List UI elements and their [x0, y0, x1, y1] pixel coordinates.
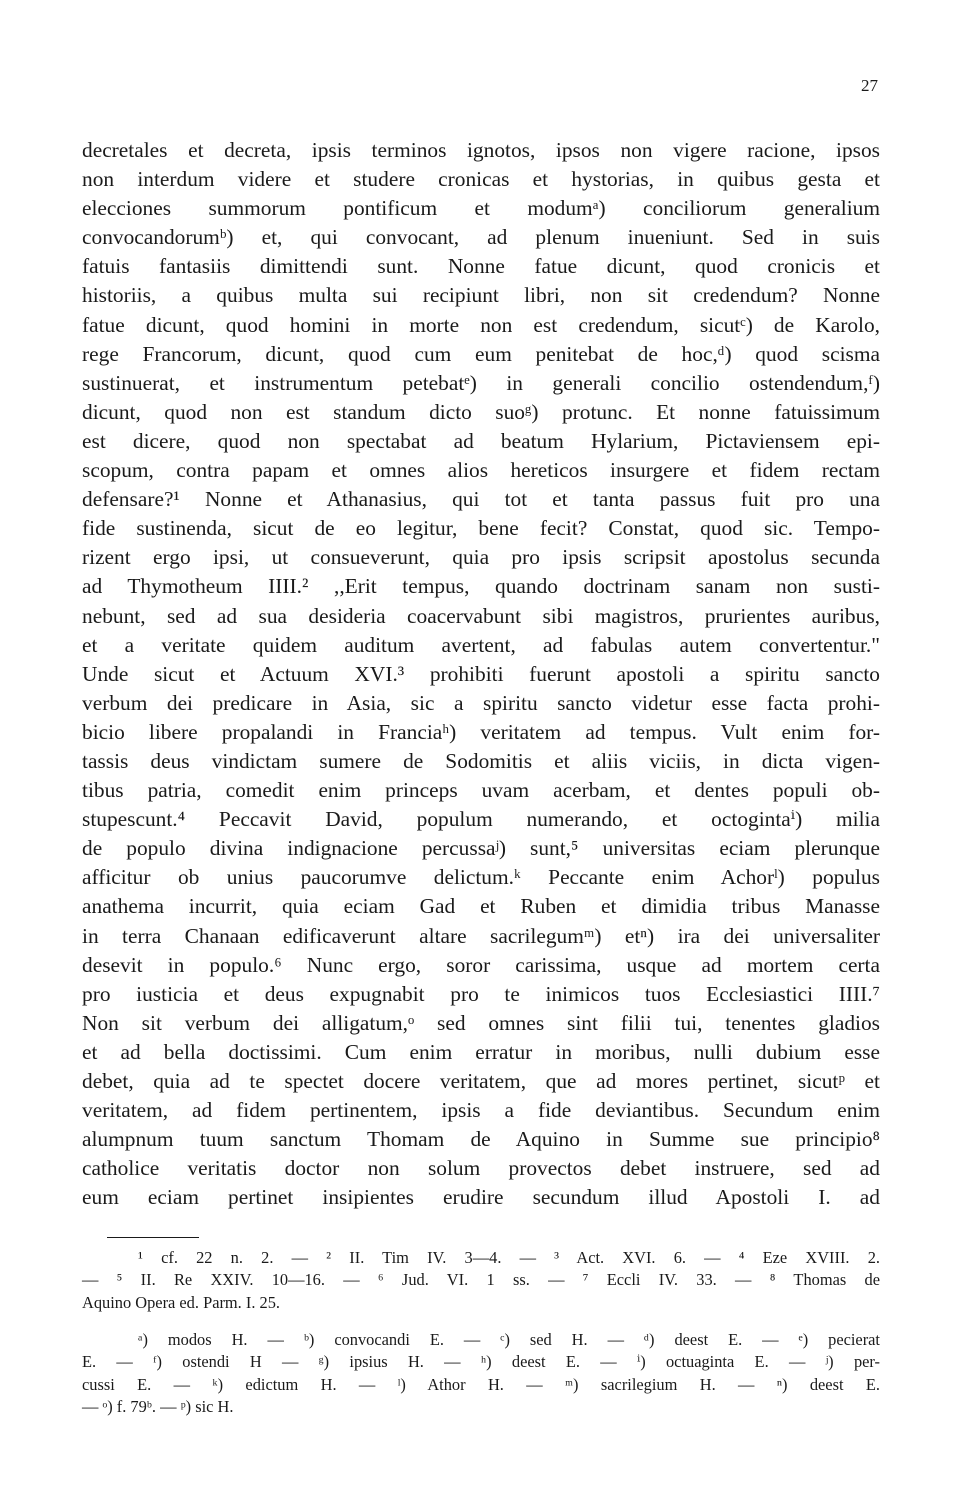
text-line: sustinuerat, et instrumentum petebatᵉ) in generali concilio ostendendum,ᶠ): [82, 370, 880, 395]
footnote-line: ¹ cf. 22 n. 2. — ² II. Tim IV. 3—4. — ³ Act. XVI. 6. — ⁴ Eze XVIII. 2.: [138, 1248, 880, 1267]
text-line: nebunt, sed ad sua desideria coacervabunt sibi magistros, prurientes auribus,: [82, 603, 880, 628]
text-line: catholice veritatis doctor non solum provectos debet instruere, sed ad: [82, 1156, 880, 1181]
text-line: fide sustinenda, sicut de eo legitur, bene fecit? Constat, quod sic. Tempo-: [82, 516, 880, 541]
text-line: stupescunt.⁴ Peccavit David, populum numerando, et octogintaⁱ) milia: [82, 807, 880, 832]
text-line: decretales et decreta, ipsis terminos ignotos, ipsos non vigere racione, ipsos: [82, 138, 880, 162]
text-line: et ad bella doctissimi. Cum enim erratur in moribus, nulli dubium esse: [82, 1039, 880, 1064]
footnote-line: — ⁵ II. Re XXIV. 10—16. — ⁶ Jud. VI. 1 ss. — ⁷ Eccli IV. 33. — ⁸ Thomas de: [82, 1270, 880, 1290]
text-line: desevit in populo.⁶ Nunc ergo, soror carissima, usque ad mortem certa: [82, 952, 880, 977]
footnote-divider: [107, 1237, 199, 1238]
text-line: in terra Chanaan edificaverunt altare sacrilegumᵐ) etⁿ) ira dei universaliter: [82, 923, 880, 948]
footnote-line: cussi E. — ᵏ) edictum H. — ˡ) Athor H. — ᵐ) sacrilegium H. — ⁿ) deest E.: [82, 1374, 880, 1394]
text-line: afficitur ob unius paucorumve delictum.ᵏ Peccante enim Achorˡ) populus: [82, 865, 880, 890]
text-line: convocandorumᵇ) et, qui convocant, ad plenum inueniunt. Sed in suis: [82, 225, 880, 250]
page-number: 27: [861, 76, 878, 95]
text-line: veritatem, ad fidem pertinentem, ipsis a fide deviantibus. Secundum enim: [82, 1098, 880, 1123]
footnote-line: — ᵒ) f. 79ᵇ. — ᵖ) sic H.: [82, 1397, 234, 1417]
text-line: anathema incurrit, quia eciam Gad et Ruben et dimidia tribus Manasse: [82, 894, 880, 919]
main-text: [82, 136, 880, 1212]
text-line: non interdum videre et studere cronicas et hystorias, in quibus gesta et: [82, 167, 880, 192]
text-line: de populo divina indignacione percussaʲ) sunt,⁵ universitas eciam plerunque: [82, 836, 880, 861]
text-line: fatue dicunt, quod homini in morte non est credendum, sicutᶜ) de Karolo,: [82, 312, 880, 337]
text-line: bicio libere propalandi in Franciaʰ) veritatem ad tempus. Vult enim for-: [82, 719, 880, 744]
text-line: scopum, contra papam et omnes alios hereticos insurgere et fidem rectam: [82, 458, 880, 483]
text-line: defensare?¹ Nonne et Athanasius, qui tot et tanta passus fuit pro una: [82, 487, 880, 512]
text-line: ad Thymotheum IIII.² ,,Erit tempus, quando doctrinam sanam non susti-: [82, 574, 880, 599]
text-line: tibus patria, comedit enim princeps uvam acerbam, et dentes populi ob-: [82, 778, 880, 803]
text-line: alumpnum tuum sanctum Thomam de Aquino in Summe sue principio⁸: [82, 1127, 880, 1152]
text-line: est dicere, quod non spectabat ad beatum Hylarium, Pictaviensem epi-: [82, 428, 880, 453]
text-line: et a veritate quidem auditum avertent, ad fabulas autem convertentur.": [82, 632, 880, 657]
text-line: rizent ergo ipsi, ut consueverunt, quia pro ipsis scripsit apostolus secunda: [82, 545, 880, 570]
text-line: verbum dei predicare in Asia, sic a spiritu sancto videtur esse facta prohi-: [82, 690, 880, 715]
source-footnotes: [82, 1247, 880, 1314]
text-line: eum eciam pertinet insipientes erudire secundum illud Apostoli I. ad: [82, 1185, 880, 1210]
text-line: fatuis fantasiis dimittendi sunt. Nonne fatue dicunt, quod cronicis et: [82, 254, 880, 279]
text-line: rege Francorum, dicunt, quod cum eum penitebat de hoc,ᵈ) quod scisma: [82, 341, 880, 366]
footnote-line: E. — ᶠ) ostendi H — ᵍ) ipsius H. — ʰ) deest E. — ⁱ) octuaginta E. — ʲ) per-: [82, 1352, 880, 1372]
text-line: Unde sicut et Actuum XVI.³ prohibiti fuerunt apostoli a spiritu sancto: [82, 661, 880, 686]
text-line: pro iusticia et deus expugnabit pro te inimicos tuos Ecclesiastici IIII.⁷: [82, 981, 880, 1006]
text-line: elecciones summorum pontificum et modumᵃ) conciliorum generalium: [82, 196, 880, 221]
text-line: tassis deus vindictam sumere de Sodomitis et aliis viciis, in dicta vigen-: [82, 748, 880, 773]
footnote-line: Aquino Opera ed. Parm. I. 25.: [82, 1292, 281, 1312]
variant-footnotes: [82, 1329, 880, 1419]
text-line: Non sit verbum dei alligatum,ᵒ sed omnes sint filii tui, tenentes gladios: [82, 1010, 880, 1035]
footnote-line: ᵃ) modos H. — ᵇ) convocandi E. — ᶜ) sed H. — ᵈ) deest E. — ᵉ) pecierat: [138, 1330, 880, 1349]
text-line: dicunt, quod non est standum dicto suoᵍ) protunc. Et nonne fatuissimum: [82, 399, 880, 424]
text-line: historiis, a quibus multa sui recipiunt libri, non sit credendum? Nonne: [82, 283, 880, 308]
text-line: debet, quia ad te spectet docere veritatem, que ad mores pertinet, sicutᵖ et: [82, 1069, 880, 1093]
